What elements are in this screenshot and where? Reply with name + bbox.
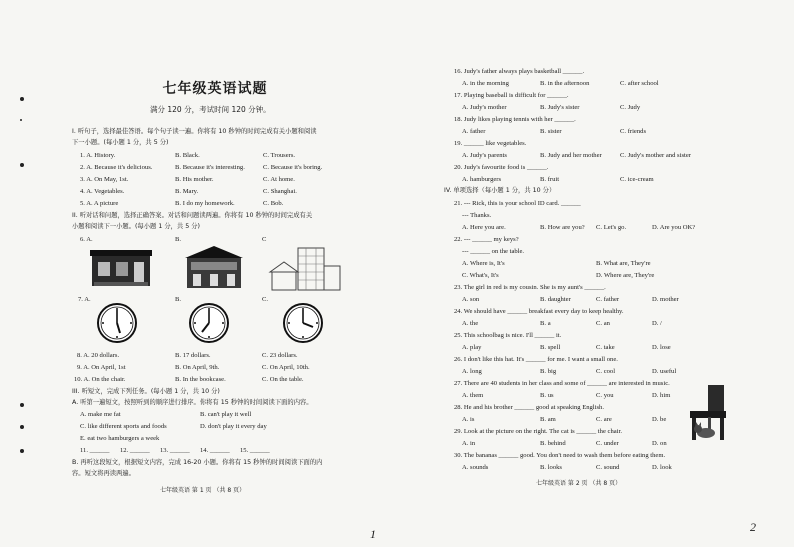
q28-d: D. be <box>652 416 667 423</box>
q25-stem: 25. This schoolbag is nice. I'll ______ it. <box>454 332 562 339</box>
clock-icon <box>96 302 138 344</box>
sort-option-c: C. like different sports and foods <box>80 423 167 430</box>
q22-stem: 22. --- ______ my keys? <box>454 236 519 243</box>
section2-instruction-2: 小题和阅读下一小题。(每小题 1 分，共 5 分) <box>72 223 200 230</box>
q25-b: B. spell <box>540 344 561 351</box>
q1-b: B. Black. <box>175 152 200 159</box>
section-b-instruction: B. 再听这段短文，根据短文内容，完成 16-20 小题。你将有 15 秒钟的时间阅读下面的内 <box>72 459 323 466</box>
q16-c: C. after school <box>620 80 659 87</box>
q27-c: C. you <box>596 392 614 399</box>
q20-c: C. ice-cream <box>620 176 654 183</box>
q28-c: C. are <box>596 416 612 423</box>
q2-b: B. Because it's interesting. <box>175 164 245 171</box>
q17-c: C. Judy <box>620 104 641 111</box>
q8-a: 8. A. 20 dollars. <box>77 352 120 359</box>
q26-d: D. useful <box>652 368 677 375</box>
q16-b: B. in the afternoon <box>540 80 590 87</box>
q10-c: C. On the table. <box>262 376 304 383</box>
cat-and-chair-image <box>684 383 730 441</box>
section-b-instruction-2: 容。短文将再读两遍。 <box>72 470 135 477</box>
q21-c: C. Let's go. <box>596 224 627 231</box>
q20-stem: 20. Judy's favourite food is ______. <box>454 164 549 171</box>
q16-stem: 16. Judy's father always plays basketball ______. <box>454 68 585 75</box>
sort-option-b: B. can't play it well <box>200 411 252 418</box>
q23-a: A. son <box>462 296 480 303</box>
q25-d: D. lose <box>652 344 671 351</box>
q21-stem: 21. --- Rick, this is your school ID card. ______ <box>454 200 581 207</box>
q9-b: B. On April, 9th. <box>175 364 220 371</box>
binding-hole <box>20 425 24 429</box>
q10-a: 10. A. On the chair. <box>74 376 126 383</box>
q9-a: 9. A. On April, 1st <box>77 364 126 371</box>
exam-title: 七年级英语试题 <box>162 81 268 97</box>
q22-b: B. What are, They're <box>596 260 651 267</box>
page-number: 2 <box>750 520 756 534</box>
q28-b: B. am <box>540 416 556 423</box>
q21-d: D. Are you OK? <box>652 224 696 231</box>
q23-c: C. father <box>596 296 620 303</box>
clock-icon <box>282 302 324 344</box>
q22-c: C. What's, It's <box>462 272 499 279</box>
blank-11: 11. ______ <box>80 447 110 454</box>
q24-b: B. a <box>540 320 551 327</box>
q21-reply: --- Thanks. <box>462 212 492 219</box>
binding-hole <box>20 97 24 101</box>
q29-c: C. under <box>596 440 619 447</box>
q27-stem: 27. There are 40 students in her class and some of ______ are interested in music. <box>454 380 670 387</box>
section-a-instruction: A. 听第一遍短文，按照听到的顺序进行排序。你将有 15 秒钟的时间阅读下面的内容。 <box>72 399 313 406</box>
binding-hole <box>20 449 24 453</box>
q26-c: C. cool <box>596 368 616 375</box>
q24-stem: 24. We should have ______ breakfast every day to keep healthy. <box>454 308 624 315</box>
exam-subtitle: 满分 120 分，考试时间 120 分钟。 <box>150 105 271 114</box>
section4-title: IV. 单项选择（每小题 1 分，共 10 分） <box>444 187 556 194</box>
sort-option-d: D. don't play it every day <box>200 423 267 430</box>
school-building-image <box>268 244 342 292</box>
q28-stem: 28. He and his brother ______ good at speaking English. <box>454 404 604 411</box>
q30-a: A. sounds <box>462 464 489 471</box>
q6-label-c: C <box>262 236 267 243</box>
q23-stem: 23. The girl in red is my cousin. She is my aunt's ______. <box>454 284 606 291</box>
q29-stem: 29. Look at the picture on the right. The cat is ______ the chair. <box>454 428 622 435</box>
q18-b: B. sister <box>540 128 562 135</box>
q18-c: C. friends <box>620 128 647 135</box>
q20-a: A. hamburgers <box>462 176 502 183</box>
blank-12: 12. ______ <box>120 447 150 454</box>
q19-b: B. Judy and her mother <box>540 152 602 159</box>
q3-b: B. His mother. <box>175 176 214 183</box>
q24-c: C. an <box>596 320 610 327</box>
q25-a: A. play <box>462 344 482 351</box>
q2-a: 2. A. Because it's delicious. <box>80 164 153 171</box>
q6-label-a: 6. A. <box>80 236 93 243</box>
section1-instruction: I. 听句子，选择最佳答语。每个句子读一遍。你将有 10 秒钟的时间完成有关小题和阅读 <box>72 128 317 135</box>
page-footer: 七年级英语 第 1 页 （共 8 页） <box>160 487 246 494</box>
q5-a: 5. A. A picture <box>80 200 119 207</box>
store-building-image <box>90 246 152 288</box>
q4-c: C. Shanghai. <box>263 188 297 195</box>
q1-a: 1. A. History. <box>80 152 116 159</box>
q27-a: A. them <box>462 392 484 399</box>
right-page <box>412 0 794 547</box>
theater-building-image <box>183 244 245 290</box>
q22-a: A. Where is, It's <box>462 260 505 267</box>
blank-14: 14. ______ <box>200 447 230 454</box>
q21-b: B. How are you? <box>540 224 585 231</box>
q19-a: A. Judy's parents <box>462 152 507 159</box>
q10-b: B. In the bookcase. <box>175 376 226 383</box>
q25-c: C. take <box>596 344 615 351</box>
page-number: 1 <box>370 527 376 541</box>
q2-c: C. Because it's boring. <box>263 164 323 171</box>
q16-a: A. in the morning <box>462 80 509 87</box>
q29-a: A. in <box>462 440 476 447</box>
q28-a: A. is <box>462 416 475 423</box>
q7-label-b: B. <box>175 296 182 303</box>
q17-stem: 17. Playing baseball is difficult for ______. <box>454 92 569 99</box>
q20-b: B. fruit <box>540 176 560 183</box>
q22-d: D. Where are, They're <box>596 272 655 279</box>
sort-option-e: E. eat two hamburgers a week <box>80 435 160 442</box>
q30-stem: 30. The bananas ______ good. You don't need to wash them before eating them. <box>454 452 666 459</box>
q29-b: B. behind <box>540 440 566 447</box>
blank-13: 13. ______ <box>160 447 190 454</box>
q24-a: A. the <box>462 320 479 327</box>
q8-c: C. 23 dollars. <box>262 352 298 359</box>
binding-hole <box>20 163 24 167</box>
q3-c: C. At home. <box>263 176 295 183</box>
q17-a: A. Judy's mother <box>462 104 507 111</box>
page-footer: 七年级英语 第 2 页 （共 8 页） <box>536 480 622 487</box>
q18-stem: 18. Judy likes playing tennis with her ______. <box>454 116 576 123</box>
q19-c: C. Judy's mother and sister <box>620 152 691 159</box>
section3-title: III. 听短文，完成下列任务。(每小题 1 分，共 10 分) <box>72 388 220 395</box>
q24-d: D. / <box>652 320 662 327</box>
q23-d: D. mother <box>652 296 679 303</box>
q5-b: B. I do my homework. <box>175 200 235 207</box>
q5-c: C. Bob. <box>263 200 284 207</box>
q27-b: B. us <box>540 392 554 399</box>
q7-label-a: 7. A. <box>78 296 91 303</box>
q17-b: B. Judy's sister <box>540 104 580 111</box>
q30-c: C. sound <box>596 464 620 471</box>
q26-stem: 26. I don't like this hat. It's ______ for me. I want a small one. <box>454 356 618 363</box>
q19-stem: 19. ______ like vegetables. <box>454 140 527 147</box>
q7-label-c: C. <box>262 296 269 303</box>
q30-d: D. look <box>652 464 672 471</box>
section2-instruction: II. 听对话和问题，选择正确答案。对话和问题读两遍。你将有 10 秒钟的时间完成有关 <box>72 212 313 219</box>
q6-label-b: B. <box>175 236 182 243</box>
q26-a: A. long <box>462 368 482 375</box>
clock-icon <box>188 302 230 344</box>
q23-b: B. daughter <box>540 296 571 303</box>
binding-hole <box>20 403 24 407</box>
q21-a: A. Here you are. <box>462 224 506 231</box>
q18-a: A. father <box>462 128 486 135</box>
q27-d: D. him <box>652 392 671 399</box>
q22-reply: --- ______ on the table. <box>462 248 525 255</box>
sort-option-a: A. make me fat <box>80 411 121 418</box>
q1-c: C. Trousers. <box>263 152 296 159</box>
q4-b: B. Mary. <box>175 188 199 195</box>
q4-a: 4. A. Vegetables. <box>80 188 125 195</box>
q29-d: D. on <box>652 440 667 447</box>
q26-b: B. big <box>540 368 557 375</box>
q9-c: C. On April, 10th. <box>262 364 310 371</box>
binding-hole <box>20 119 22 121</box>
q30-b: B. looks <box>540 464 562 471</box>
q8-b: B. 17 dollars. <box>175 352 211 359</box>
section1-instruction-2: 下一小题。(每小题 1 分，共 5 分) <box>72 139 169 146</box>
blank-15: 15. ______ <box>240 447 270 454</box>
q3-a: 3. A. On May, 1st. <box>80 176 129 183</box>
